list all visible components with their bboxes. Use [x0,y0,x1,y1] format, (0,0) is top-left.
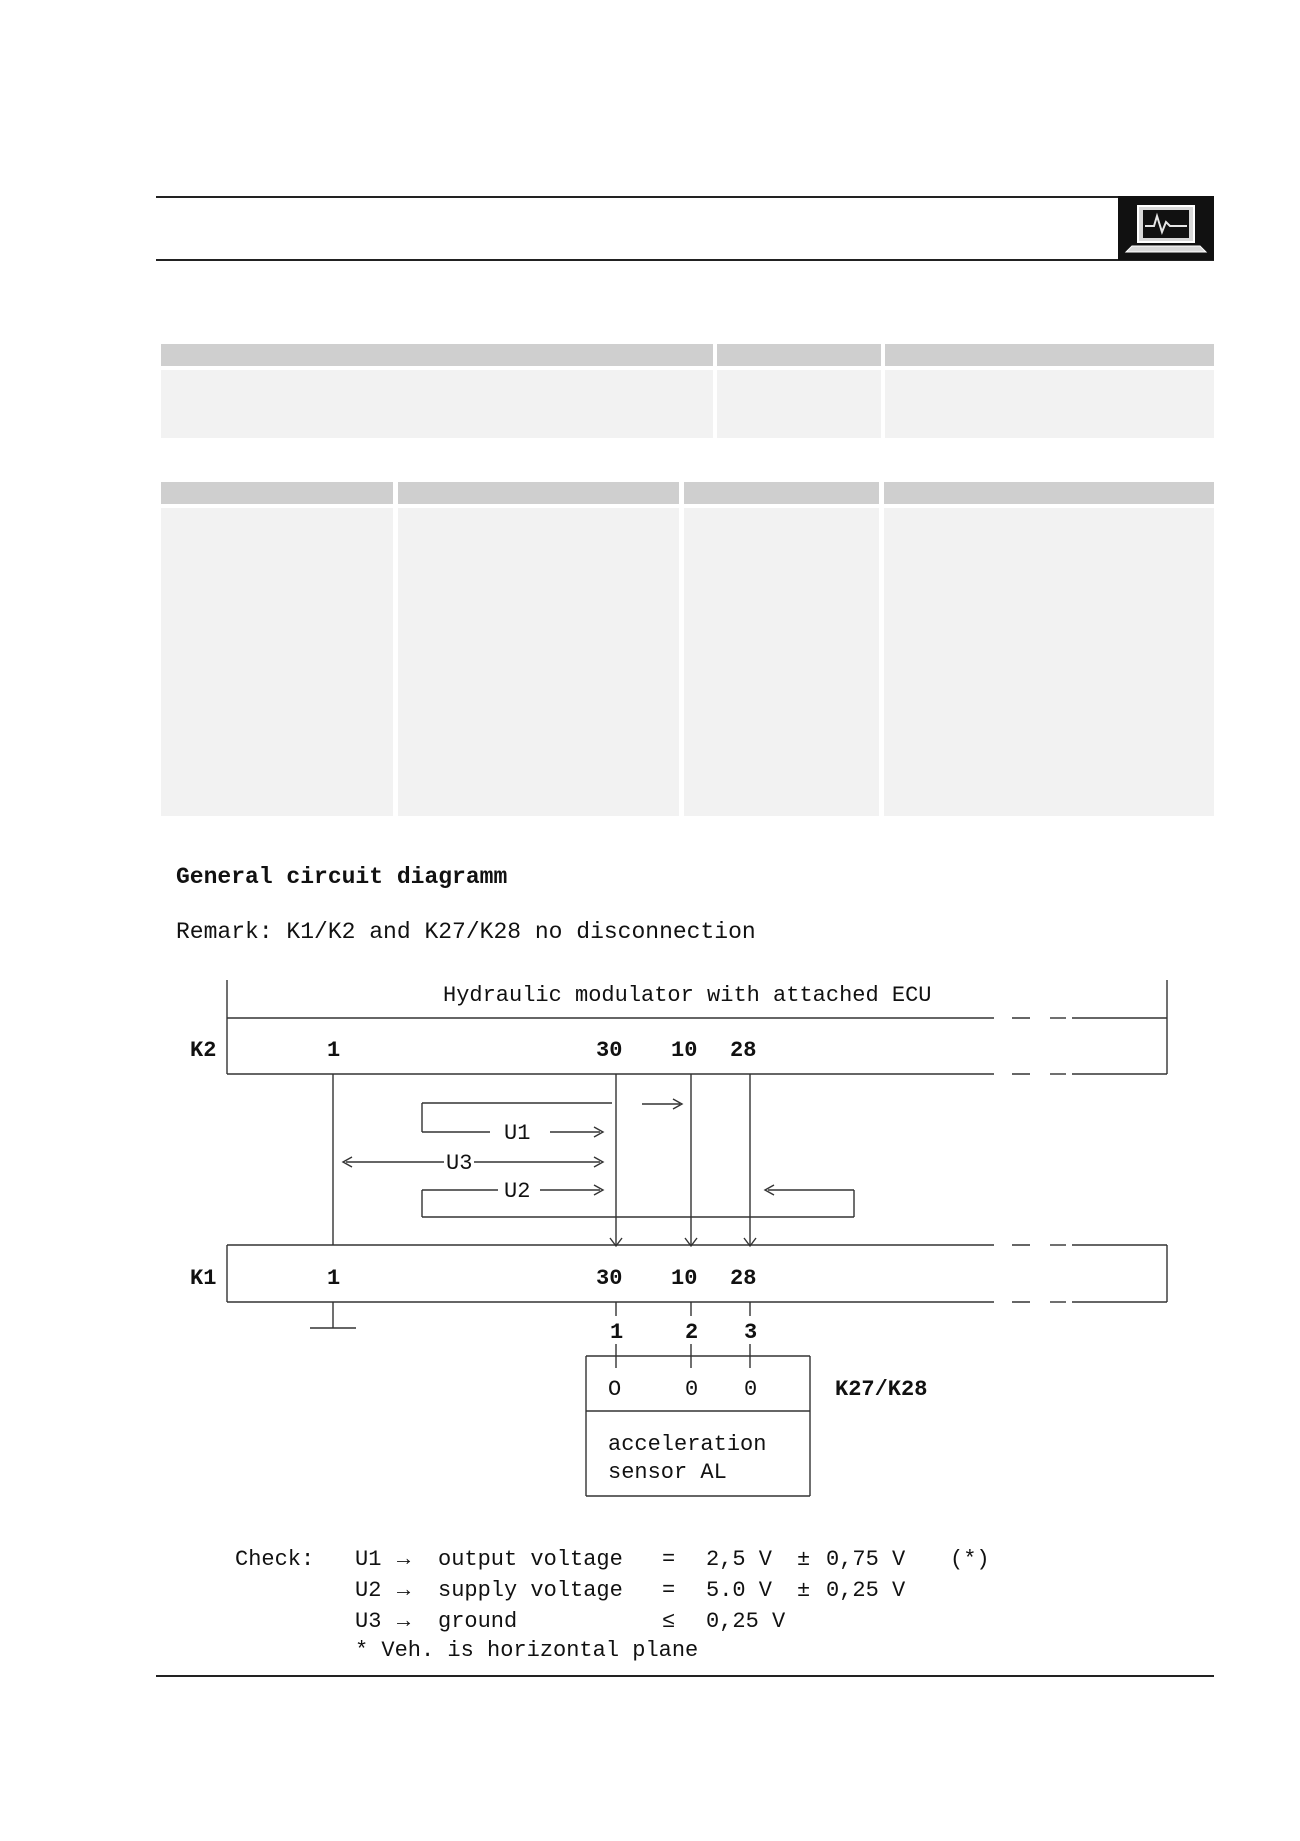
sensor-name-line2: sensor AL [608,1460,727,1485]
module-label: Hydraulic modulator with attached ECU [443,983,932,1008]
sensor-name-line1: acceleration [608,1432,767,1457]
k1-pin-30: 30 [596,1266,623,1291]
k2-pin-28: 28 [730,1038,757,1063]
check-u3-signal: U3 [355,1609,382,1634]
plus-minus-icon: ± [797,1547,811,1572]
check-u1-value: 2,5 V [706,1547,773,1572]
k1-pin-10: 10 [671,1266,698,1291]
check-u1-desc: output voltage [438,1547,623,1572]
check-u1-op: = [662,1547,676,1572]
sensor-contact-1: O [608,1377,622,1402]
check-u2-value: 5.0 V [706,1578,773,1603]
footer-rule [156,1675,1214,1677]
plus-minus-icon: ± [797,1578,811,1603]
sensor-pin-2: 2 [685,1320,699,1345]
arrow-right-icon: → [397,1578,411,1603]
sensor-connector-label: K27/K28 [835,1377,928,1402]
check-u2-signal: U2 [355,1578,382,1603]
sensor-pin-3: 3 [744,1320,758,1345]
check-u2-desc: supply voltage [438,1578,623,1603]
k2-pin-30: 30 [596,1038,623,1063]
check-footnote: * Veh. is horizontal plane [355,1638,699,1663]
arrow-right-icon: → [397,1609,411,1634]
section-title: General circuit diagramm [176,864,508,890]
k1-pin-1: 1 [327,1266,341,1291]
check-u3-value: 0,25 V [706,1609,786,1634]
k2-pin-1: 1 [327,1038,341,1063]
check-label: Check: [235,1547,315,1572]
check-u1-tolerance: 0,75 V [826,1547,906,1572]
k2-label: K2 [190,1038,217,1063]
sensor-pin-1: 1 [610,1320,624,1345]
k1-pin-28: 28 [730,1266,757,1291]
check-u2-op: = [662,1578,676,1603]
arrow-right-icon: → [397,1547,411,1572]
check-u1-signal: U1 [355,1547,382,1572]
check-u3-op: ≤ [662,1609,676,1634]
u1-label: U1 [504,1121,531,1146]
remark-text: Remark: K1/K2 and K27/K28 no disconnection [176,919,756,945]
u3-label: U3 [446,1151,473,1176]
check-u2-tolerance: 0,25 V [826,1578,906,1603]
sensor-contact-3: 0 [744,1377,758,1402]
u2-label: U2 [504,1179,531,1204]
check-u1-note: (*) [950,1547,990,1572]
sensor-contact-2: 0 [685,1377,699,1402]
check-u3-desc: ground [438,1609,518,1634]
k2-pin-10: 10 [671,1038,698,1063]
k1-label: K1 [190,1266,217,1291]
